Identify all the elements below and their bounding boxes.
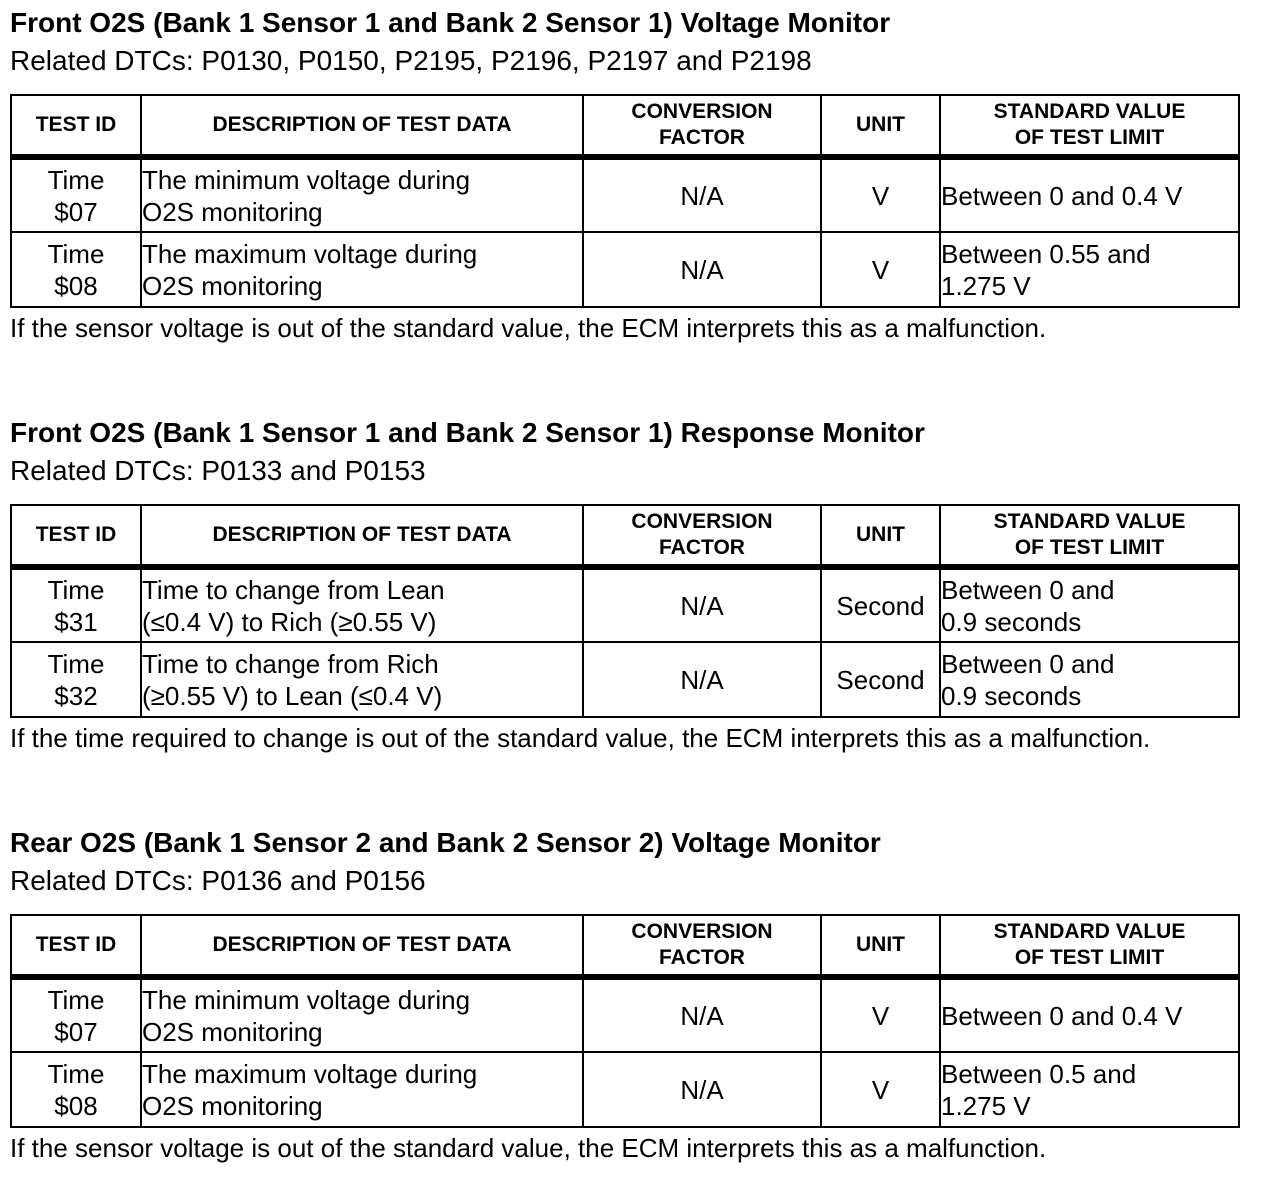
header-standard-value: STANDARD VALUE OF TEST LIMIT <box>940 915 1239 977</box>
section-title: Rear O2S (Bank 1 Sensor 2 and Bank 2 Sensor 2) Voltage Monitor <box>10 827 881 858</box>
section-title: Front O2S (Bank 1 Sensor 1 and Bank 2 Sensor 1) Voltage Monitor <box>10 7 891 38</box>
header-conversion-factor: CONVERSION FACTOR <box>583 915 821 977</box>
cell-standard-value: Between 0 and 0.4 V <box>940 977 1239 1052</box>
cell-test-id: Time $32 <box>11 642 141 717</box>
cell-description: The maximum voltage during O2S monitoring <box>141 232 583 307</box>
cell-unit: Second <box>821 642 940 717</box>
header-description: DESCRIPTION OF TEST DATA <box>141 95 583 157</box>
cell-unit: V <box>821 1052 940 1127</box>
header-test-id: TEST ID <box>11 915 141 977</box>
cell-unit: V <box>821 977 940 1052</box>
header-conversion-factor: CONVERSION FACTOR <box>583 95 821 157</box>
table-header-row <box>11 915 1239 977</box>
test-limit-table <box>10 914 1240 1128</box>
cell-conversion-factor: N/A <box>583 157 821 232</box>
header-unit: UNIT <box>821 505 940 567</box>
related-dtcs: Related DTCs: P0136 and P0156 <box>10 865 426 896</box>
cell-unit: Second <box>821 567 940 642</box>
header-standard-value: STANDARD VALUE OF TEST LIMIT <box>940 95 1239 157</box>
cell-unit: V <box>821 157 940 232</box>
test-limit-table <box>10 504 1240 718</box>
cell-test-id: Time $07 <box>11 977 141 1052</box>
table-header-row <box>11 95 1239 157</box>
cell-test-id: Time $08 <box>11 232 141 307</box>
header-test-id: TEST ID <box>11 505 141 567</box>
table-row <box>11 157 1239 232</box>
header-unit: UNIT <box>821 95 940 157</box>
table-row <box>11 642 1239 717</box>
header-standard-value: STANDARD VALUE OF TEST LIMIT <box>940 505 1239 567</box>
table-header-row <box>11 505 1239 567</box>
table-row <box>11 977 1239 1052</box>
section-rear-o2s-voltage-monitor <box>10 826 1238 1164</box>
header-description: DESCRIPTION OF TEST DATA <box>141 915 583 977</box>
related-dtcs: Related DTCs: P0130, P0150, P2195, P2196, P2197 and P2198 <box>10 45 812 76</box>
cell-standard-value: Between 0 and 0.9 seconds <box>940 567 1239 642</box>
cell-unit: V <box>821 232 940 307</box>
cell-test-id: Time $31 <box>11 567 141 642</box>
cell-conversion-factor: N/A <box>583 977 821 1052</box>
cell-standard-value: Between 0 and 0.4 V <box>940 157 1239 232</box>
section-note: If the time required to change is out of the standard value, the ECM interprets this as a malfunction. <box>10 723 1151 753</box>
section-front-o2s-response-monitor <box>10 416 1238 754</box>
cell-description: The minimum voltage during O2S monitoring <box>141 977 583 1052</box>
cell-conversion-factor: N/A <box>583 642 821 717</box>
section-note: If the sensor voltage is out of the standard value, the ECM interprets this as a malfunction. <box>10 313 1047 343</box>
cell-description: The maximum voltage during O2S monitoring <box>141 1052 583 1127</box>
cell-standard-value: Between 0.5 and 1.275 V <box>940 1052 1239 1127</box>
table-row <box>11 232 1239 307</box>
cell-description: Time to change from Lean (≤0.4 V) to Rich (≥0.55 V) <box>141 567 583 642</box>
table-row <box>11 567 1239 642</box>
cell-conversion-factor: N/A <box>583 567 821 642</box>
cell-test-id: Time $07 <box>11 157 141 232</box>
cell-test-id: Time $08 <box>11 1052 141 1127</box>
header-description: DESCRIPTION OF TEST DATA <box>141 505 583 567</box>
header-unit: UNIT <box>821 915 940 977</box>
cell-description: The minimum voltage during O2S monitoring <box>141 157 583 232</box>
table-row <box>11 1052 1239 1127</box>
header-conversion-factor: CONVERSION FACTOR <box>583 505 821 567</box>
header-test-id: TEST ID <box>11 95 141 157</box>
section-front-o2s-voltage-monitor <box>10 6 1238 344</box>
cell-description: Time to change from Rich (≥0.55 V) to Lean (≤0.4 V) <box>141 642 583 717</box>
cell-standard-value: Between 0.55 and 1.275 V <box>940 232 1239 307</box>
section-title: Front O2S (Bank 1 Sensor 1 and Bank 2 Sensor 1) Response Monitor <box>10 417 925 448</box>
test-limit-table <box>10 94 1240 308</box>
cell-conversion-factor: N/A <box>583 232 821 307</box>
section-note: If the sensor voltage is out of the standard value, the ECM interprets this as a malfunction. <box>10 1133 1047 1163</box>
cell-conversion-factor: N/A <box>583 1052 821 1127</box>
cell-standard-value: Between 0 and 0.9 seconds <box>940 642 1239 717</box>
related-dtcs: Related DTCs: P0133 and P0153 <box>10 455 426 486</box>
